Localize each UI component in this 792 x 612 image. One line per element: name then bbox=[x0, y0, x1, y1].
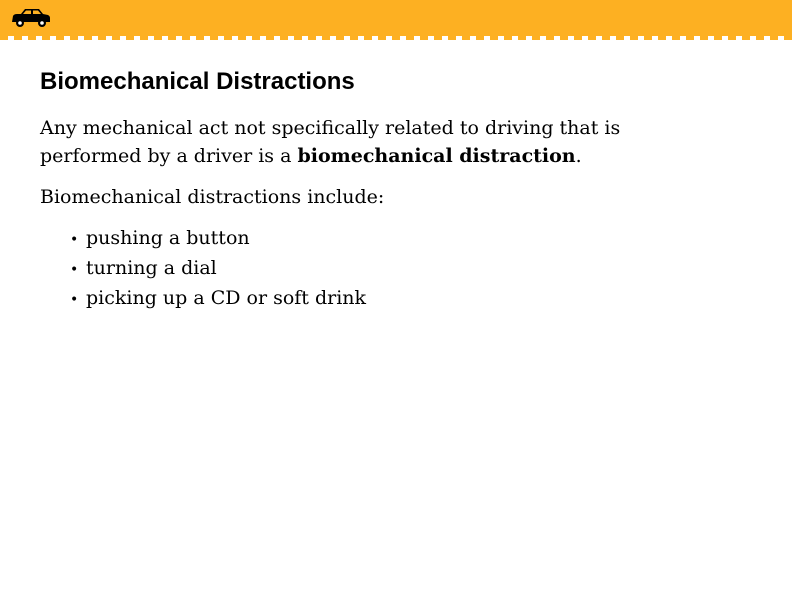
bullet-icon: • bbox=[70, 232, 79, 248]
list-intro: Biomechanical distractions include: bbox=[40, 186, 385, 208]
slide-title: Biomechanical Distractions bbox=[40, 68, 355, 95]
intro-bold-term: biomechanical distraction bbox=[297, 145, 576, 167]
bullet-list bbox=[70, 224, 366, 314]
intro-paragraph bbox=[40, 114, 680, 170]
list-item-text: turning a dial bbox=[86, 257, 217, 279]
intro-period: . bbox=[575, 145, 582, 167]
list-item-text: pushing a button bbox=[86, 227, 250, 249]
bullet-icon: • bbox=[70, 262, 79, 278]
list-item bbox=[70, 284, 366, 314]
list-item-text: picking up a CD or soft drink bbox=[86, 287, 367, 309]
header-edge bbox=[0, 36, 792, 40]
header-band bbox=[0, 0, 792, 36]
car-icon bbox=[10, 8, 52, 28]
intro-text: Any mechanical act not specifically related to driving that is performed by a driver is a bbox=[40, 117, 621, 167]
list-item bbox=[70, 254, 366, 284]
bullet-icon: • bbox=[70, 292, 79, 308]
list-item bbox=[70, 224, 366, 254]
